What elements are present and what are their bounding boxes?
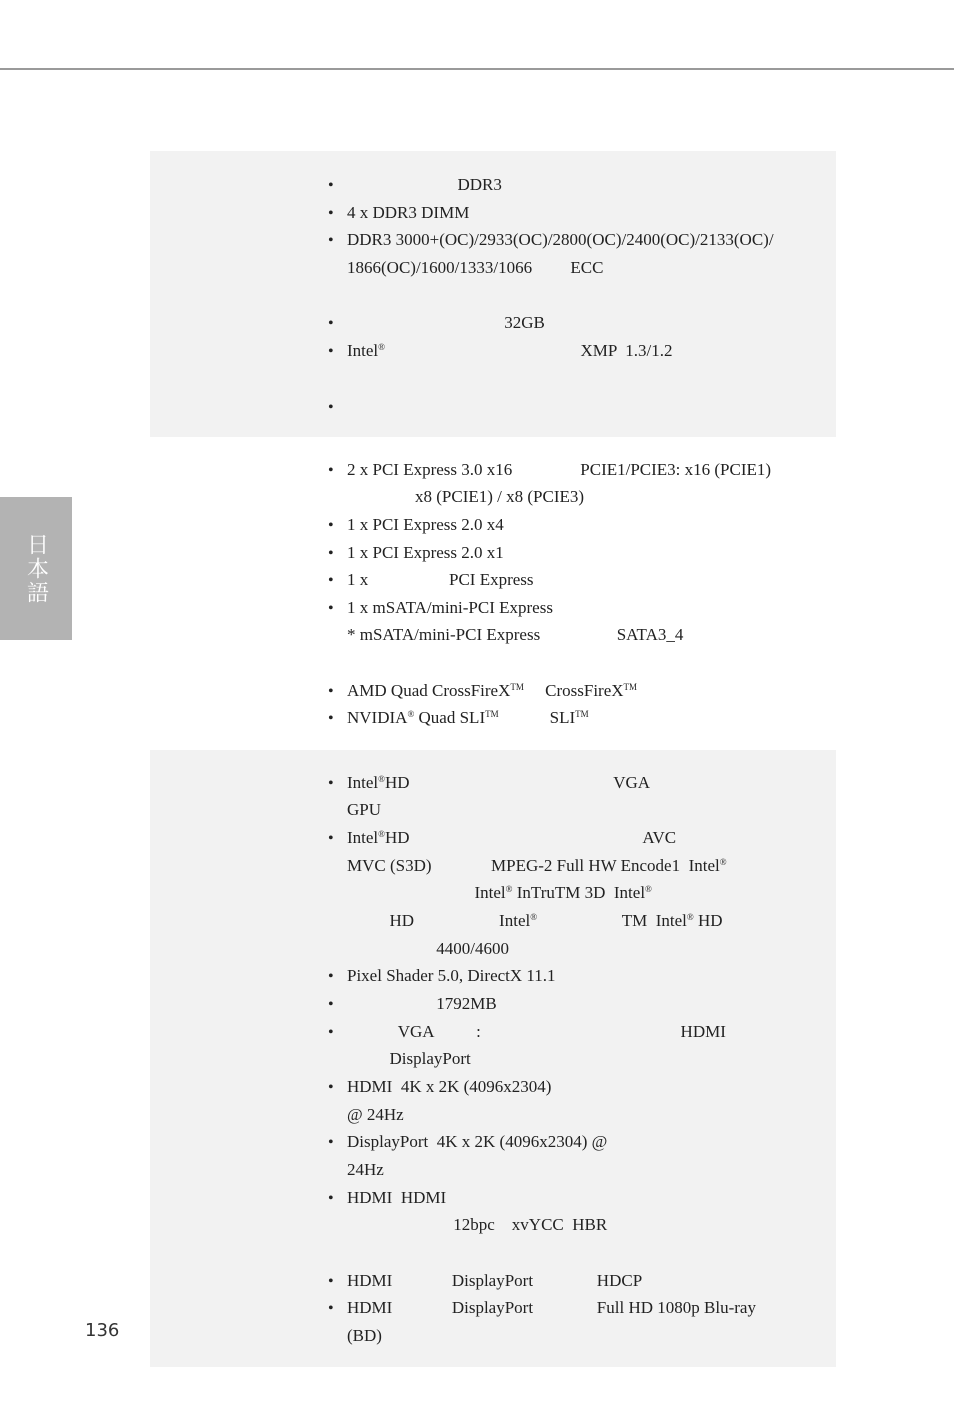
bullet: • bbox=[328, 1273, 334, 1290]
header-rule bbox=[0, 68, 954, 70]
expansion-item-4: 1 x PCI Express bbox=[347, 570, 534, 589]
graphics-item-5-line-1: VGA : HDMI bbox=[347, 1022, 726, 1041]
memory-item-5: Intel® XMP 1.3/1.2 bbox=[347, 341, 673, 360]
language-tab-label: 日本語 bbox=[23, 532, 49, 605]
graphics-item-6-line-1: HDMI 4K x 2K (4096x2304) bbox=[347, 1077, 552, 1096]
bullet: • bbox=[328, 205, 334, 222]
graphics-item-8-line-1: HDMI HDMI bbox=[347, 1188, 447, 1207]
bullet: • bbox=[328, 462, 334, 479]
graphics-item-7-line-1: DisplayPort 4K x 2K (4096x2304) @ bbox=[347, 1132, 608, 1151]
bullet: • bbox=[328, 683, 334, 700]
graphics-item-6-line-2: @ 24Hz bbox=[347, 1105, 404, 1124]
bullet: • bbox=[328, 1079, 334, 1096]
expansion-item-6: AMD Quad CrossFireX™ CrossFireX™ bbox=[347, 681, 638, 700]
bullet: • bbox=[328, 343, 334, 360]
bullet: • bbox=[328, 399, 334, 416]
bullet: • bbox=[328, 775, 334, 792]
graphics-item-4: 1792MB bbox=[347, 994, 497, 1013]
bullet: • bbox=[328, 177, 334, 194]
expansion-item-2: 1 x PCI Express 2.0 x4 bbox=[347, 515, 504, 534]
bullet: • bbox=[328, 968, 334, 985]
graphics-item-2-line-1: Intel®HD AVC bbox=[347, 828, 677, 847]
graphics-item-2-line-3: Intel® InTruTM 3D Intel® bbox=[347, 883, 652, 902]
graphics-item-3: Pixel Shader 5.0, DirectX 11.1 bbox=[347, 966, 556, 985]
graphics-item-10-line-2: (BD) bbox=[347, 1326, 382, 1345]
bullet: • bbox=[328, 996, 334, 1013]
expansion-item-1-line-2: x8 (PCIE1) / x8 (PCIE3) bbox=[347, 487, 585, 506]
graphics-item-1-line-1: Intel®HD VGA bbox=[347, 773, 651, 792]
expansion-item-3: 1 x PCI Express 2.0 x1 bbox=[347, 543, 504, 562]
expansion-item-5-line-1: 1 x mSATA/mini-PCI Express bbox=[347, 598, 553, 617]
bullet: • bbox=[328, 545, 334, 562]
memory-item-1: DDR3 bbox=[347, 175, 502, 194]
expansion-item-5-line-2: * mSATA/mini-PCI Express SATA3_4 bbox=[347, 625, 684, 644]
graphics-item-10-line-1: HDMI DisplayPort Full HD 1080p Blu-ray bbox=[347, 1298, 756, 1317]
bullet: • bbox=[328, 1024, 334, 1041]
bullet: • bbox=[328, 517, 334, 534]
page-number: 136 bbox=[85, 1320, 120, 1341]
graphics-item-2-line-4: HD Intel® TM Intel® HD bbox=[347, 911, 723, 930]
expansion-section bbox=[150, 437, 836, 750]
language-tab bbox=[0, 497, 72, 640]
expansion-item-7: NVIDIA® Quad SLI™ SLI™ bbox=[347, 708, 589, 727]
memory-section bbox=[150, 151, 836, 437]
graphics-section bbox=[150, 750, 836, 1367]
memory-item-3-line-1: DDR3 3000+(OC)/2933(OC)/2800(OC)/2400(OC)/2133(OC)/ bbox=[347, 230, 774, 249]
memory-item-3-line-2: 1866(OC)/1600/1333/1066 ECC bbox=[347, 258, 604, 277]
bullet: • bbox=[328, 572, 334, 589]
expansion-item-1-line-1: 2 x PCI Express 3.0 x16 PCIE1/PCIE3: x16 (PCIE1) bbox=[347, 460, 772, 479]
graphics-item-2-line-2: MVC (S3D) MPEG-2 Full HW Encode1 Intel® bbox=[347, 856, 727, 875]
bullet: • bbox=[328, 600, 334, 617]
bullet: • bbox=[328, 1134, 334, 1151]
graphics-item-7-line-2: 24Hz bbox=[347, 1160, 384, 1179]
bullet: • bbox=[328, 1300, 334, 1317]
memory-item-2: 4 x DDR3 DIMM bbox=[347, 203, 470, 222]
graphics-item-1-line-2: GPU bbox=[347, 800, 382, 819]
bullet: • bbox=[328, 315, 334, 332]
graphics-item-2-line-5: 4400/4600 bbox=[347, 939, 509, 958]
graphics-item-5-line-2: DisplayPort bbox=[347, 1049, 471, 1068]
graphics-item-9: HDMI DisplayPort HDCP bbox=[347, 1271, 643, 1290]
bullet: • bbox=[328, 830, 334, 847]
graphics-item-8-line-2: 12bpc xvYCC HBR bbox=[347, 1215, 608, 1234]
bullet: • bbox=[328, 232, 334, 249]
bullet: • bbox=[328, 1190, 334, 1207]
bullet: • bbox=[328, 710, 334, 727]
memory-item-4: 32GB bbox=[347, 313, 545, 332]
